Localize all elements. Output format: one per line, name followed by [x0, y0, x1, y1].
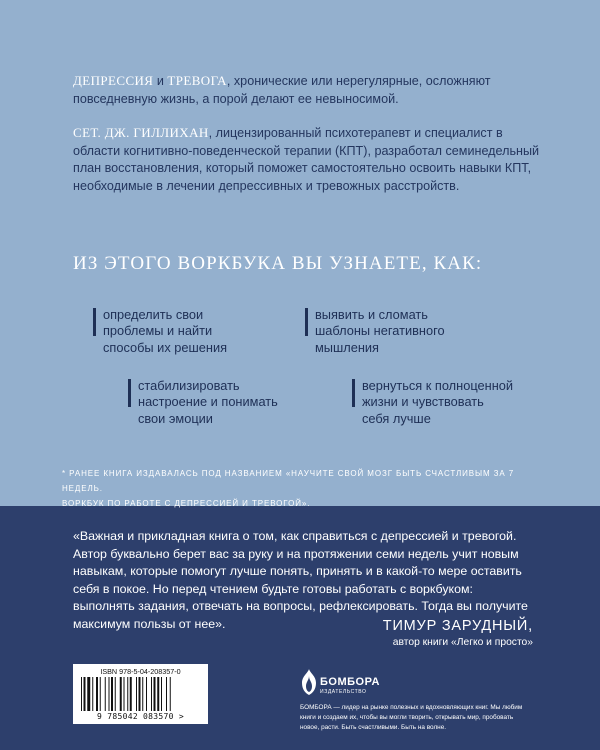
barcode-bars	[81, 677, 200, 711]
intro-keyword-depression: ДЕПРЕССИЯ	[73, 73, 154, 88]
publisher-description: БОМБОРА — лидер на рынке полезных и вдохновляющих книг. Мы любим книги и создаем их, чтобы вы могли творить, открывать мир, пробовать новое, расти. Быть счастливыми. Быть на волне.	[300, 704, 523, 731]
intro-paragraph-2	[73, 124, 543, 195]
review-quote: «Важная и прикладная книга о том, как справиться с депрессией и тревогой. Автор буквально берет вас за руку и на протяжении семи недель учит новым навыкам, которые помогут лучше понять, принять и в какой-то мере оставить себя в покое. Но перед чтением будьте готовы работать с воркбуком: выполнять задания, отвечать на вопросы, рефлексировать. Тогда вы получите максимум пользы от нее».	[73, 529, 528, 631]
benefit-line: стабилизировать	[138, 378, 240, 393]
publisher-subtitle: ИЗДАТЕЛЬСТВО	[320, 689, 367, 695]
benefit-line: мышления	[315, 339, 379, 355]
intro-text-2: , лицензированный психотерапевт и специалист в области когнитивно-поведенческой терапии (КПТ), разработал семинедельный план восстановления, который поможет самостоятельно освоить навыки КПТ, необходимые в лечении депрессивных и тревожных расстройств.	[73, 126, 540, 193]
benefit-marker	[128, 379, 131, 407]
intro-author-name: СЕТ. ДЖ. ГИЛЛИХАН	[73, 125, 209, 140]
benefit-line: себя лучше	[362, 410, 431, 426]
publisher-name: БОМБОРА	[320, 676, 380, 688]
quote-author-book: автор книги «Легко и просто»	[392, 637, 533, 648]
benefit-marker	[93, 308, 96, 336]
benefit-line: способы их решения	[103, 339, 228, 355]
isbn-barcode	[73, 664, 208, 724]
benefit-marker	[352, 379, 355, 407]
benefit-line: проблемы и найти	[103, 323, 213, 339]
quote-author-name: ТИМУР ЗАРУДНЫЙ,	[382, 618, 533, 634]
benefit-line: свои эмоции	[138, 410, 213, 426]
benefit-item	[128, 378, 318, 427]
benefit-line: вернуться к полноценной	[362, 378, 514, 393]
bombora-logo-icon	[300, 668, 318, 696]
benefit-line: шаблоны негативного	[315, 323, 445, 339]
benefit-marker	[305, 308, 308, 336]
benefit-line: настроение и понимать	[138, 394, 278, 410]
intro-and: и	[153, 74, 168, 88]
barcode-digits: 9 785042 083570 >	[97, 712, 184, 721]
intro-paragraph-1	[73, 72, 543, 108]
intro-keyword-anxiety: ТРЕВОГА	[167, 73, 227, 88]
benefit-line: жизни и чувствовать	[362, 394, 484, 410]
benefit-item	[352, 378, 542, 427]
isbn-number: ISBN 978-5-04-208357-0	[100, 667, 181, 676]
note-line-1: * РАНЕЕ КНИГА ИЗДАВАЛАСЬ ПОД НАЗВАНИЕМ «НАУЧИТЕ СВОЙ МОЗГ БЫТЬ СЧАСТЛИВЫМ ЗА 7 НЕДЕЛЬ.	[62, 469, 515, 493]
quote-attribution	[383, 618, 533, 648]
intro-text-1: , хронические или нерегулярные, осложняют повседневную жизнь, а порой делают ее невыносимой.	[73, 74, 491, 106]
former-title-note	[62, 466, 542, 511]
benefit-line: определить свои	[103, 307, 204, 322]
publisher-block	[300, 668, 380, 701]
section-heading: ИЗ ЭТОГО ВОРКБУКА ВЫ УЗНАЕТЕ, КАК:	[73, 253, 483, 274]
benefit-item	[93, 307, 273, 356]
benefit-item	[305, 307, 505, 356]
benefit-line: выявить и сломать	[315, 307, 428, 322]
note-line-2: ВОРКБУК ПО РАБОТЕ С ДЕПРЕССИЕЙ И ТРЕВОГОЙ».	[62, 499, 311, 508]
